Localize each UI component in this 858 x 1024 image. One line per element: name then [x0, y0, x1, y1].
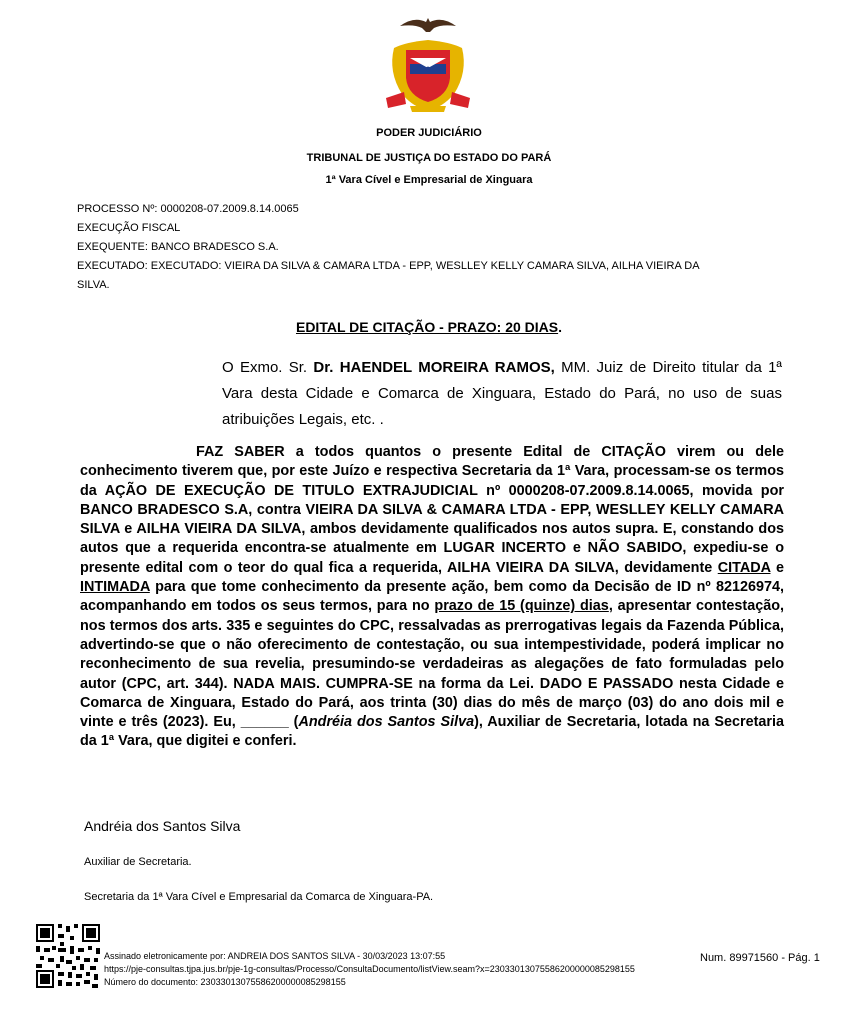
author-name: Andréia dos Santos Silva — [298, 714, 475, 731]
document-title-suffix: . — [558, 319, 562, 335]
body-text-4: ), Auxiliar de Secretaria, lotada na Secretaria da 1ª Vara, que digitei e conferi. — [80, 714, 784, 750]
judge-name: Dr. HAENDEL MOREIRA RAMOS, — [313, 359, 555, 376]
document-title — [0, 319, 858, 335]
intro-post: MM. Juiz de Direito titular da 1ª Vara desta Cidade e Comarca de Xinguara, Estado do Pará, no uso de suas atribuições Legais, etc. . — [222, 359, 782, 428]
header-court-power: PODER JUDICIÁRIO — [376, 127, 482, 139]
page-number: Num. 89971560 - Pág. 1 — [700, 952, 820, 964]
coat-of-arms-icon — [380, 12, 476, 114]
qr-code-icon — [34, 922, 102, 990]
signature-stamp: Assinado eletronicamente por: ANDREIA DOS SANTOS SILVA - 30/03/2023 13:07:55 — [104, 951, 446, 961]
case-defendants: EXECUTADO: EXECUTADO: VIEIRA DA SILVA & CAMARA LTDA - EPP, WESLLEY KELLY CAMARA SILVA, AILHA VIEIRA DA — [77, 260, 700, 272]
case-class: EXECUÇÃO FISCAL — [77, 222, 181, 234]
signature-department: Secretaria da 1ª Vara Cível e Empresarial da Comarca de Xinguara-PA. — [84, 891, 434, 903]
cited-word: CITADA — [717, 559, 771, 576]
document-url[interactable]: https://pje-consultas.tjpa.jus.br/pje-1g-consultas/Processo/ConsultaDocumento/listView.seam?x=23033013075586200000085298155 — [104, 964, 635, 974]
edict-body — [80, 443, 784, 752]
document-title-text: EDITAL DE CITAÇÃO - PRAZO: 20 DIAS — [295, 319, 559, 335]
intro-paragraph — [222, 355, 782, 433]
summoned-word: INTIMADA — [80, 579, 150, 596]
case-info — [77, 200, 700, 295]
case-defendants-cont: SILVA. — [77, 279, 110, 291]
intro-pre: O Exmo. Sr. — [222, 359, 314, 376]
signature-name: Andréia dos Santos Silva — [84, 818, 241, 834]
header-court-division: 1ª Vara Cível e Empresarial de Xinguara — [325, 174, 533, 186]
body-text-1: FAZ SABER a todos quantos o presente Edital de CITAÇÃO virem ou dele conhecimento tiverem que, por este Juízo e respectiva Secretaria da 1ª Vara, processam-se os termos da AÇÃO DE EXECUÇÃO DE TITULO EXTRAJUDICIAL nº 0000208-07.2009.8.14.0065, movida por BANCO BRADESCO S.A, contra VIEIRA DA SILVA & CAMARA LTDA - EPP, WESLLEY KELLY CAMARA SILVA e AILHA VIEIRA DA SILVA, ambos devidamente qualificados nos autos supra. E, constando dos autos que a requerida encontra-se atualmente em LUGAR INCERTO e NÃO SABIDO, expediu-se o presente edital com o teor do qual fica a requerida, AILHA VIEIRA DA SILVA, devidamente — [80, 444, 784, 576]
body-text-3: , apresentar contestação, nos termos dos arts. 335 e seguintes do CPC, ressalvadas as prerrogativas legais da Fazenda Pública, advertindo-se que o não oferecimento de contestação, ou sua intempestividade, poderá implicar no reconhecimento de sua revelia, presumindo-se verdadeiras as alegações de fato formuladas pelo autor (CPC, art. 344). NADA MAIS. CUMPRA-SE na forma da Lei. DADO E PASSADO nesta Cidade e Comarca de Xinguara, Estado do Pará, aos trinta (30) dias do mês de março (03) do ano dois mil e vinte e três (2023). Eu, ______ ( — [80, 598, 785, 731]
header-court-name: TRIBUNAL DE JUSTIÇA DO ESTADO DO PARÁ — [306, 152, 552, 164]
signature-role: Auxiliar de Secretaria. — [84, 856, 192, 868]
body-connector: e — [770, 559, 784, 576]
body-text-2: para que tome conhecimento da presente ação, bem como da Decisão de ID nº 82126974, acompanhando em todos os seus termos, para no — [80, 579, 784, 615]
document-number: Número do documento: 23033013075586200000085298155 — [104, 977, 346, 987]
case-number: PROCESSO Nº: 0000208-07.2009.8.14.0065 — [77, 203, 299, 215]
case-plaintiff: EXEQUENTE: BANCO BRADESCO S.A. — [77, 241, 279, 253]
deadline-text: prazo de 15 (quinze) dias — [434, 598, 609, 615]
